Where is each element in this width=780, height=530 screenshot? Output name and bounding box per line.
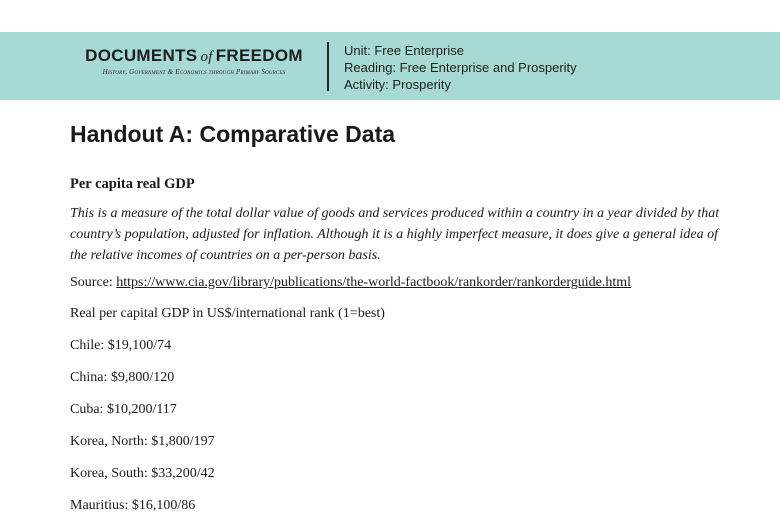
reading-label: Reading: Free Enterprise and Prosperity — [344, 60, 577, 75]
country-entry-chile: Chile: $19,100/74 — [70, 338, 172, 353]
logo-wordmark — [72, 46, 316, 66]
unit-label: Unit: Free Enterprise — [344, 43, 464, 58]
section-heading: Per capita real GDP — [70, 176, 195, 192]
logo-tagline: History, Government & Economics through Primary Sources — [102, 68, 286, 76]
logo-word-documents: DOCUMENTS — [85, 46, 198, 65]
source-label: Source: — [70, 275, 113, 290]
country-entry-china: China: $9,800/120 — [70, 370, 175, 385]
header-divider — [327, 42, 329, 91]
documents-of-freedom-logo[interactable] — [72, 46, 316, 76]
logo-word-freedom: FREEDOM — [215, 46, 303, 65]
measure-label: Real per capital GDP in US$/international rank (1=best) — [70, 306, 385, 321]
source-link[interactable]: https://www.cia.gov/library/publications/the-world-factbook/rankorder/rankorderguide.html — [116, 275, 632, 290]
handout-content — [70, 176, 730, 530]
country-entry-cuba: Cuba: $10,200/117 — [70, 402, 177, 417]
country-entry-mauritius: Mauritius: $16,100/86 — [70, 498, 196, 513]
logo-word-of: of — [200, 49, 213, 65]
activity-label: Activity: Prosperity — [344, 77, 451, 92]
page-title: Handout A: Comparative Data — [70, 121, 396, 147]
source-line — [70, 275, 730, 291]
country-entry-korea-north: Korea, North: $1,800/197 — [70, 434, 215, 449]
section-description: This is a measure of the total dollar value of goods and services produced within a country in a year divided by that country’s population, adjusted for inflation. Although it is a highly imperfect measure, it does give a general idea of the relative incomes of countries on a per-person basis. — [70, 206, 720, 263]
lesson-meta — [344, 42, 577, 93]
site-header — [0, 32, 780, 100]
country-entry-korea-south: Korea, South: $33,200/42 — [70, 466, 215, 481]
